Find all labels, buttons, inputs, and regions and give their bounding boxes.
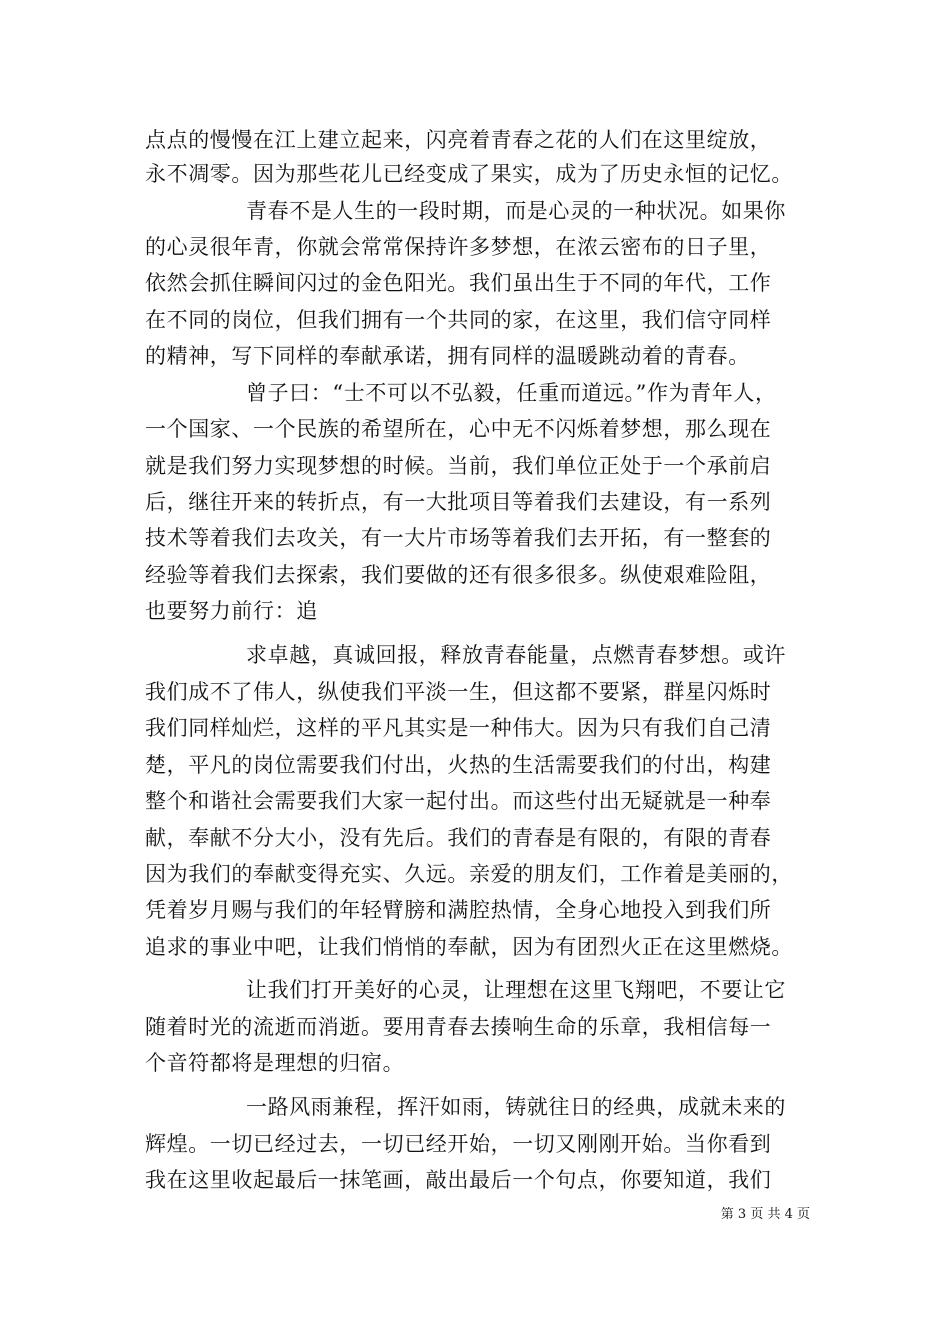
text-line: 永不凋零。因为那些花儿已经变成了果实，成为了历史永恒的记忆。	[145, 162, 793, 186]
text-line: 因为我们的奉献变得充实、久远。亲爱的朋友们，工作着是美丽的，	[145, 862, 793, 886]
text-line: 技术等着我们去攻关，有一大片市场等着我们去开拓，有一整套的	[145, 526, 772, 550]
text-line: 让我们打开美好的心灵，让理想在这里飞翔吧，不要让它	[246, 978, 786, 1002]
text-line: 后，继往开来的转折点，有一大批项目等着我们去建设，有一系列	[145, 490, 772, 514]
text-line: 一路风雨兼程，挥汗如雨，铸就往日的经典，成就未来的	[246, 1095, 786, 1119]
text-line: 一个国家、一个民族的希望所在，心中无不闪烁着梦想，那么现在	[145, 417, 772, 441]
text-line: 在不同的岗位，但我们拥有一个共同的家，在这里，我们信守同样	[145, 308, 772, 332]
text-line: 的心灵很年青，你就会常常保持许多梦想，在浓云密布的日子里，	[145, 235, 772, 259]
text-line: 凭着岁月赐与我们的年轻臂膀和满腔热情，全身心地投入到我们所	[145, 898, 772, 922]
text-line: 个音符都将是理想的归宿。	[145, 1051, 405, 1075]
page-number-footer: 第 3 页 共 4 页	[720, 1207, 810, 1222]
text-line: 我在这里收起最后一抹笔画，敲出最后一个句点，你要知道，我们	[145, 1168, 772, 1192]
text-line: 青春不是人生的一段时期，而是心灵的一种状况。如果你	[246, 199, 786, 223]
text-line: 楚，平凡的岗位需要我们付出，火热的生活需要我们的付出，构建	[145, 753, 772, 777]
text-line: 整个和谐社会需要我们大家一起付出。而这些付出无疑就是一种奉	[145, 789, 772, 813]
text-line: 点点的慢慢在江上建立起来，闪亮着青春之花的人们在这里绽放，	[145, 128, 772, 152]
text-line: 献，奉献不分大小，没有先后。我们的青春是有限的，有限的青春	[145, 826, 772, 850]
text-line: 经验等着我们去探索，我们要做的还有很多很多。纵使艰难险阻，	[145, 563, 772, 587]
text-line: 求卓越，真诚回报，释放青春能量，点燃青春梦想。或许	[246, 643, 786, 667]
text-line: 曾子曰：“士不可以不弘毅，任重而道远。”作为青年人，	[246, 381, 777, 405]
text-line: 辉煌。一切已经过去，一切已经开始，一切又刚刚开始。当你看到	[145, 1132, 772, 1156]
text-line: 依然会抓住瞬间闪过的金色阳光。我们虽出生于不同的年代，工作	[145, 271, 772, 295]
text-line: 的精神，写下同样的奉献承诺，拥有同样的温暖跳动着的青春。	[145, 344, 750, 368]
text-line: 追求的事业中吧，让我们悄悄的奉献，因为有团烈火正在这里燃烧。	[145, 935, 793, 959]
text-line: 我们同样灿烂，这样的平凡其实是一种伟大。因为只有我们自己清	[145, 716, 772, 740]
text-line: 也要努力前行：追	[145, 599, 318, 623]
text-line: 随着时光的流逝而消逝。要用青春去揍响生命的乐章，我相信每一	[145, 1015, 772, 1039]
text-line: 就是我们努力实现梦想的时候。当前，我们单位正处于一个承前启	[145, 454, 772, 478]
text-line: 我们成不了伟人，纵使我们平淡一生，但这都不要紧，群星闪烁时	[145, 680, 772, 704]
